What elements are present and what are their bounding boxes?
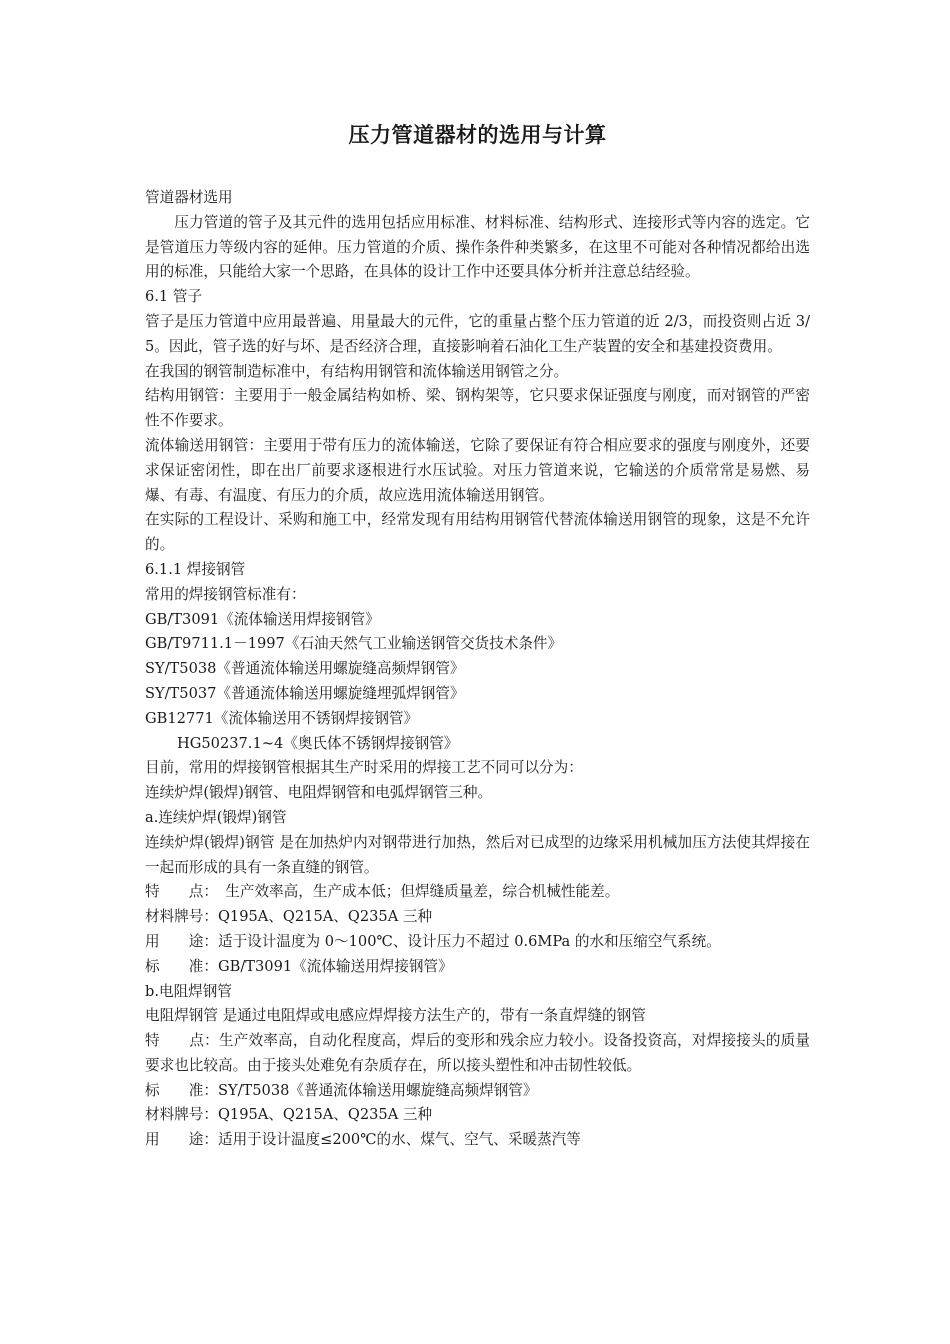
standard-item: SY/T5038《普通流体输送用螺旋缝高频焊钢管》 (145, 660, 465, 678)
body-paragraph: 压力管道的管子及其元件的选用包括应用标准、材料标准、结构形式、连接形式等内容的选定。它是管道压力等级内容的延伸。压力管道的介质、操作条件种类繁多，在这里不可能对各种情况都给出选用的标准，只能给大家一个思路，在具体的设计工作中还要具体分析并注意总结经验。 (145, 213, 810, 281)
property-line: 用 途：适用于设计温度≤200℃的水、煤气、空气、采暖蒸汽等 (145, 1131, 581, 1149)
property-line: 材料牌号：Q195A、Q215A、Q235A 三种 (145, 908, 433, 926)
standard-item: GB/T3091《流体输送用焊接钢管》 (145, 610, 380, 628)
property-line: 标 准：SY/T5038《普通流体输送用螺旋缝高频焊钢管》 (145, 1081, 538, 1099)
section-heading: 管道器材选用 (145, 189, 233, 206)
body-paragraph: 常用的焊接钢管标准有： (145, 585, 306, 603)
standard-item: GB12771《流体输送用不锈钢焊接钢管》 (145, 709, 419, 727)
standard-item: GB/T9711.1－1997《石油天然气工业输送钢管交货技术条件》 (145, 635, 563, 653)
subsection-heading: a.连续炉焊(锻焊)钢管 (145, 808, 287, 826)
body-paragraph: 管子是压力管道中应用最普遍、用量最大的元件，它的重量占整个压力管道的近 2/3，而投资则占近 3/5。因此，管子选的好与坏、是否经济合理，直接影响着石油化工生产装置的安全和基建投资费用。 (145, 312, 810, 355)
property-line: 材料牌号：Q195A、Q215A、Q235A 三种 (145, 1106, 433, 1124)
standard-item: HG50237.1~4《奥氏体不锈钢焊接钢管》 (177, 734, 459, 752)
body-paragraph: 电阻焊钢管 是通过电阻焊或电感应焊焊接方法生产的，带有一条直焊缝的钢管 (145, 1007, 646, 1025)
section-heading: 6.1.1 焊接钢管 (145, 560, 246, 578)
document-page (145, 118, 810, 1153)
standard-item: SY/T5037《普通流体输送用螺旋缝埋弧焊钢管》 (145, 684, 465, 702)
property-line: 用 途：适于设计温度为 0～100℃、设计压力不超过 0.6MPa 的水和压缩空气系统。 (145, 932, 721, 950)
body-paragraph: 目前，常用的焊接钢管根据其生产时采用的焊接工艺不同可以分为： (145, 759, 583, 777)
body-paragraph: 流体输送用钢管：主要用于带有压力的流体输送，它除了要保证有符合相应要求的强度与刚度外，还要求保证密闭性，即在出厂前要求逐根进行水压试验。对压力管道来说，它输送的介质常常是易燃、易爆、有毒、有温度、有压力的介质，故应选用流体输送用钢管。 (145, 436, 810, 504)
body-paragraph: 结构用钢管：主要用于一般金属结构如桥、梁、钢构架等，它只要求保证强度与刚度，而对钢管的严密性不作要求。 (145, 387, 810, 430)
body-paragraph: 连续炉焊(锻焊)钢管、电阻焊钢管和电弧焊钢管三种。 (145, 784, 493, 802)
body-paragraph: 在我国的钢管制造标准中，有结构用钢管和流体输送用钢管之分。 (145, 362, 569, 380)
body-paragraph: 在实际的工程设计、采购和施工中，经常发现有用结构用钢管代替流体输送用钢管的现象，这是不允许的。 (145, 511, 810, 554)
section-heading: 6.1 管子 (145, 288, 203, 306)
document-title: 压力管道器材的选用与计算 (348, 122, 607, 147)
property-line: 特 点： 生产效率高，生产成本低；但焊缝质量差，综合机械性能差。 (145, 883, 620, 901)
subsection-heading: b.电阻焊钢管 (145, 982, 232, 1000)
property-line: 标 准：GB/T3091《流体输送用焊接钢管》 (145, 957, 453, 975)
property-line: 特 点：生产效率高，自动化程度高，焊后的变形和残余应力较小。设备投资高，对焊接接头的质量要求也比较高。由于接头处难免有杂质存在，所以接头塑性和冲击韧性较低。 (145, 1032, 810, 1074)
body-paragraph: 连续炉焊(锻焊)钢管 是在加热炉内对钢带进行加热，然后对已成型的边缘采用机械加压方法使其焊接在一起而形成的具有一条直缝的钢管。 (145, 833, 810, 876)
